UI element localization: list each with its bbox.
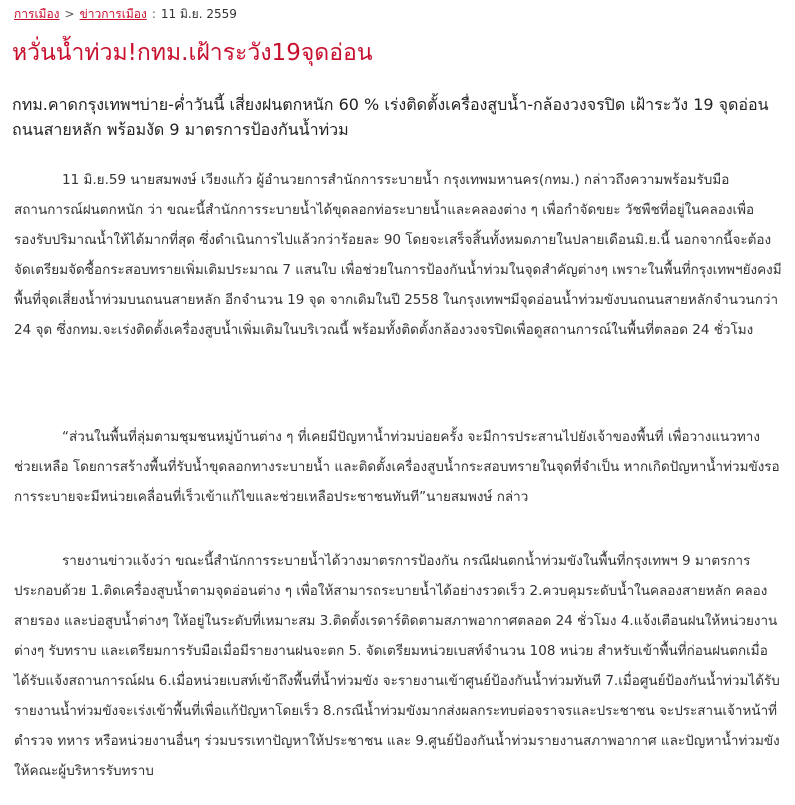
article-paragraph-2: “ส่วนในพื้นที่ลุ่มตามชุมชนหมู่บ้านต่าง ๆ ที่เคยมีปัญหาน้ำท่วมบ่อยครั้ง จะมีการประสานไปยังเจ้าของพื้นที่ เพื่อวางแนวทางช่วยเหลือ โดยการสร้างพื้นที่รับน้ำขุดลอกทางระบายน้ำ และติดตั้งเครื่องสูบน้ำกระสอบทรายในจุดที่จำเป็น หากเกิดปัญหาน้ำท่วมขังรอการระบายจะมีหน่วยเคลื่อนที่เร็วเข้าแก้ไขและช่วยเหลือประชาชนทันที”นายสมพงษ์ กล่าว [14,429,780,505]
article-paragraph-1: 11 มิ.ย.59 นายสมพงษ์ เวียงแก้ว ผู้อำนวยการสำนักการระบายน้ำ กรุงเทพมหานคร(กทม.) กล่าวถึงความพร้อมรับมือสถานการณ์ฝนตกหนัก ว่า ขณะนี้สำนักการระบายน้ำได้ขุดลอกท่อระบายน้ำและคลองต่าง ๆ เพื่อกำจัดขยะ วัชพืชที่อยู่ในคลองเพื่อรองรับปริมาณน้ำให้ได้มากที่สุด ซึ่งดำเนินการไปแล้วกว่าร้อยละ 90 โดยจะเสร็จสิ้นทั้งหมดภายในปลายเดือนมิ.ย.นี้ นอกจากนี้จะต้องจัดเตรียมจัดซื้อกระสอบทรายเพิ่มเติมประมาณ 7 แสนใบ เพื่อช่วยในการป้องกันน้ำท่วมในจุดสำคัญต่างๆ เพราะในพื้นที่กรุงเทพฯยังคงมีพื้นที่จุดเสี่ยงน้ำท่วมบนถนนสายหลัก อีกจำนวน 19 จุด จากเดิมในปี 2558 ในกรุงเทพฯมีจุดอ่อนน้ำท่วมขังบนถนนสายหลักจำนวนกว่า 24 จุด ซึ่งกทม.จะเร่งติดตั้งเครื่องสูบน้ำเพิ่มเติมในบริเวณนี้ พร้อมทั้งติดตั้งกล้องวงจรปิดเพื่อดูสถานการณ์ในพื้นที่ตลอด 24 ชั่วโมง [14,172,782,338]
article-headline: หวั่นน้ำท่วม!กทม.เฝ้าระวัง19จุดอ่อน [12,40,373,66]
article-paragraph-3: รายงานข่าวแจ้งว่า ขณะนี้สำนักการระบายน้ำได้วางมาตรการป้องกัน กรณีฝนตกน้ำท่วมขังในพื้นที่กรุงเทพฯ 9 มาตรการ ประกอบด้วย 1.ติดเครื่องสูบน้ำตามจุดอ่อนต่าง ๆ เพื่อให้สามารถระบายน้ำได้อย่างรวดเร็ว 2.ควบคุมระดับน้ำในคลองสายหลัก คลองสายรอง และบ่อสูบน้ำต่างๆ ให้อยู่ในระดับที่เหมาะสม 3.ติดตั้งเรดาร์ติดตามสภาพอากาศตลอด 24 ชั่วโมง 4.แจ้งเตือนฝนให้หน่วยงานต่างๆ รับทราบ และเตรียมการรับมือเมื่อมีรายงานฝนจะตก 5. จัดเตรียมหน่วยเบสท์จำนวน 108 หน่วย สำหรับเข้าพื้นที่ก่อนฝนตกเมื่อได้รับแจ้งสถานการณ์ฝน 6.เมื่อหน่วยเบสท์เข้าถึงพื้นที่น้ำท่วมขัง จะรายงานเข้าศูนย์ป้องกันน้ำท่วมทันที 7.เมื่อศูนย์ป้องกันน้ำท่วมได้รับรายงานน้ำท่วมขังจะเร่งเข้าพื้นที่เพื่อแก้ปัญหาโดยเร็ว 8.กรณีน้ำท่วมขังมากส่งผลกระทบต่อจราจรและประชาชน จะประสานเจ้าหน้าที่ตำรวจ ทหาร หรือหน่วยงานอื่นๆ ร่วมบรรเทาปัญหาให้ประชาชน และ 9.ศูนย์ป้องกันน้ำท่วมรายงานสภาพอากาศ และปัญหาน้ำท่วมขังให้คณะผู้บริหารรับทราบ [14,553,780,779]
breadcrumb-colon: : [151,7,156,21]
breadcrumb-subsection-link[interactable]: ข่าวการเมือง [79,7,147,21]
breadcrumb [14,6,237,22]
article-summary: กทม.คาดกรุงเทพฯบ่าย-ค่ำวันนี้ เสี่ยงฝนตกหนัก 60 % เร่งติดตั้งเครื่องสูบน้ำ-กล้องวงจรปิด เฝ้าระวัง 19 จุดอ่อนถนนสายหลัก พร้อมงัด 9 มาตรการป้องกันน้ำท่วม [12,95,769,139]
publish-date: 11 มิ.ย. 2559 [160,7,237,21]
breadcrumb-separator: > [64,7,75,21]
breadcrumb-section-link[interactable]: การเมือง [14,7,60,21]
